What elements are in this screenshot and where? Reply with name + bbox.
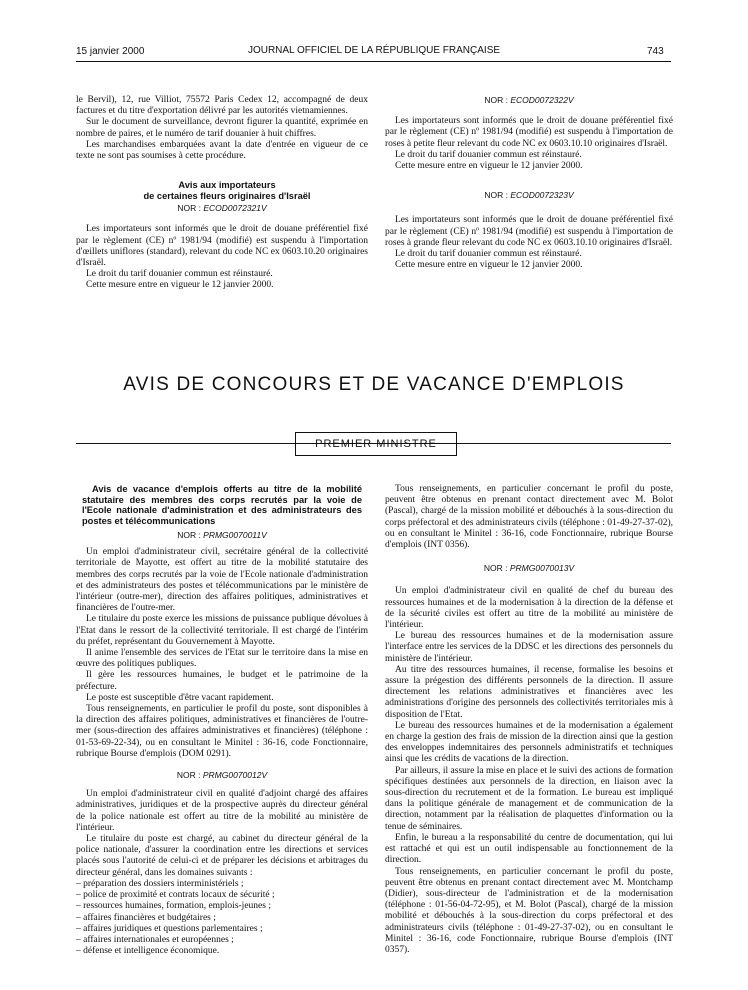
nor-reference: NOR : ECOD0072321V	[177, 203, 267, 214]
bottom-right-column	[385, 484, 673, 956]
list-item: – défense et intelligence économique.	[76, 946, 220, 957]
ministry-name: PREMIER MINISTRE	[315, 438, 437, 450]
header-rule	[76, 61, 671, 62]
paragraph: Le titulaire du poste exerce les missions de puissance publique dévolues à l'Etat dans le ressort de la collectivité territoriale. Il est chargé de l'intérim du préfet, représentant du Gouvernement à Mayotte.	[76, 614, 368, 647]
paragraph: Le bureau des ressources humaines et de la modernisation assure l'interface entre les services de la DDSC et les directions des personnels du ministère de l'intérieur.	[385, 631, 673, 664]
paragraph: Le droit du tarif douanier commun est réinstauré.	[86, 269, 273, 280]
paragraph: Cette mesure entre en vigueur le 12 janvier 2000.	[395, 161, 583, 172]
nor-code: ECOD0072321V	[203, 203, 267, 214]
nor-reference: NOR : ECOD0072323V	[484, 190, 574, 201]
journal-title: JOURNAL OFFICIEL DE LA RÉPUBLIQUE FRANÇAISE	[247, 45, 501, 56]
paragraph: Les importateurs sont informés que le droit de douane préférentiel fixé par le règlement (CE) nº 1981/94 (modifié) est suspendu à l'importation de roses à grande fleur relevant du code NC ex 0603.10.10 originaires d'Israël.	[385, 215, 673, 248]
paragraph: Un emploi d'administrateur civil en qualité d'adjoint chargé des affaires administratives, juridiques et de la prospective auprès du directeur général de la police nationale est offert au titre de la mobilité au ministère de l'intérieur.	[76, 789, 368, 833]
list-item: – ressources humaines, formation, emplois-jeunes ;	[76, 901, 271, 912]
list-item: – police de proximité et contrats locaux de sécurité ;	[76, 890, 275, 901]
paragraph: Il gère les ressources humaines, le budget et le patrimoine de la préfecture.	[76, 670, 368, 692]
nor-code: ECOD0072323V	[510, 190, 574, 201]
top-right-column	[385, 95, 673, 271]
paragraph: Le droit du tarif douanier commun est réinstauré.	[395, 249, 582, 260]
paragraph: Tous renseignements, en particulier le profil du poste, sont disponibles à la direction des affaires politiques, administratives et financières de l'outre-mer (sous-direction des affaires administratives et financières) (téléphone : 01-53-69-22-34), ou en consultant le Minitel : 36-16, code Fonctionnaire, rubrique Bourse d'emplois (DOM 0291).	[76, 704, 368, 759]
paragraph: Les marchandises embarquées avant la date d'entrée en vigueur de ce texte ne sont pas soumises à cette procédure.	[76, 139, 368, 162]
top-left-column	[76, 95, 368, 292]
avis-title-line-1: Avis aux importateurs	[178, 180, 276, 191]
paragraph: Tous renseignements, en particulier concernant le profil du poste, peuvent être obtenus en prenant contact directement avec M. Montchamp (Didier), sous-directeur de l'administration et de la modernisation (téléphone : 01-56-04-72-95), et M. Bolot (Pascal), chargé de la mission mobilité et débouchés à la sous-direction du corps préfectoral et des administrateurs civils (téléphone : 01-49-27-37-02), ou en consultant le Minitel : 36-16, code Fonctionnaire, rubrique Bourse d'emplois (INT 0357).	[385, 866, 673, 955]
paragraph: Au titre des ressources humaines, il recense, formalise les besoins et assure la prégestion des différents personnels de la direction. Il assure directement les relations administratives et financières avec les administrations d'origine des personnels des collectivités territoriales mis à disposition de l'Etat.	[385, 664, 673, 720]
section-title: AVIS DE CONCOURS ET DE VACANCE D'EMPLOIS	[123, 374, 625, 395]
paragraph: Par ailleurs, il assure la mise en place et le suivi des actions de formation spécifiques destinées aux personnels de la direction, en liaison avec la sous-direction du recrutement et de la formation. Le bureau est impliqué dans la politique générale de management et de communication de la direction, notamment par la réalisation de plaquettes d'information ou la tenue de séminaires.	[385, 765, 673, 832]
ministry-box	[295, 432, 457, 456]
paragraph: Les importateurs sont informés que le droit de douane préférentiel fixé par le règlement (CE) nº 1981/94 (modifié) est suspendu à l'importation d'œillets uniflores (standard), relevant du code NC ex 0603.10.20 originaires d'Israël.	[76, 224, 368, 269]
paragraph: Il anime l'ensemble des services de l'Etat sur le territoire dans la mise en œuvre des politiques publiques.	[76, 648, 368, 670]
page-number: 743	[647, 46, 664, 57]
paragraph: Enfin, le bureau a la responsabilité du centre de documentation, qui lui est rattaché et qui est un outil indispensable au fonctionnement de la direction.	[385, 832, 673, 866]
nor-code: PRMG0070011V	[203, 530, 267, 540]
bottom-left-column	[76, 484, 368, 957]
nor-reference: NOR : ECOD0072322V	[484, 95, 574, 105]
list-item: – affaires financières et budgétaires ;	[76, 912, 216, 923]
paragraph: Tous renseignements, en particulier concernant le profil du poste, peuvent être obtenus en prenant contact directement avec M. Bolot (Pascal), chargé de la mission mobilité et débouchés à la sous-direction du corps préfectoral et des administrateurs civils (téléphone : 01-49-27-37-02), ou en consultant le Minitel : 36-16, code Fonctionnaire, rubrique Bourse d'emplois (INT 0356).	[385, 484, 673, 551]
nor-code: PRMG0070012V	[202, 770, 268, 781]
paragraph: Cette mesure entre en vigueur le 12 janvier 2000.	[395, 260, 583, 271]
list-item: – affaires internationales et européennes ;	[76, 934, 234, 945]
nor-code: ECOD0072322V	[510, 95, 574, 105]
nor-code: PRMG0070013V	[509, 563, 575, 574]
paragraph: Le titulaire du poste est chargé, au cabinet du directeur général de la police nationale, d'assurer la coordination entre les directions et services placés sous l'autorité de celui-ci et de préparer les décisions et arbitrages du directeur général, dans les domaines suivants :	[76, 834, 368, 878]
paragraph: Un emploi d'administrateur civil en qualité de chef du bureau des ressources humaines et de la modernisation à la direction de la défense et de la sécurité civiles est offert au titre de la mobilité au ministère de l'intérieur.	[385, 586, 673, 631]
list-item: – affaires juridiques et questions parlementaires ;	[76, 923, 263, 934]
domains-list	[76, 879, 368, 957]
nor-reference: NOR : PRMG0070011V	[177, 530, 267, 540]
vacancy-notice-title: Avis de vacance d'emplois offerts au titre de la mobilité statutaire des membres des corps recrutés par la voie de l'Ecole nationale d'administration et des administrateurs des postes et télécommunications	[82, 484, 362, 526]
paragraph: le Bervil), 12, rue Villiot, 75572 Paris Cedex 12, accompagné de deux factures et du titre d'exportation délivré par les autorités vietnamiennes.	[76, 95, 368, 117]
nor-reference: NOR : PRMG0070012V	[176, 770, 268, 781]
avis-title-line-2: de certaines fleurs originaires d'Israël	[143, 190, 311, 201]
paragraph: Sur le document de surveillance, devront figurer la quantité, exprimée en nombre de paires, et le numéro de tarif douanier à huit chiffres.	[76, 117, 368, 139]
paragraph: Le droit du tarif douanier commun est réinstauré.	[395, 149, 582, 160]
paragraph: Le poste est susceptible d'être vacant rapidement.	[86, 692, 274, 703]
paragraph: Les importateurs sont informés que le droit de douane préférentiel fixé par le règlement (CE) nº 1981/94 (modifié) est suspendu à l'importation de roses à petite fleur relevant du code NC ex 0603.10.10 originaires d'Israël.	[385, 116, 673, 149]
paragraph: Cette mesure entre en vigueur le 12 janvier 2000.	[86, 280, 274, 291]
paragraph: Le bureau des ressources humaines et de la modernisation a également en charge la gestion des frais de mission de la direction ainsi que la gestion des enveloppes indemnitaires des personnels administratifs et techniques ainsi que les crédits de vacations de la direction.	[385, 720, 673, 765]
paragraph: Un emploi d'administrateur civil, secrétaire général de la collectivité territoriale de Mayotte, est offert au titre de la mobilité statutaire des membres des corps recrutés par la voie de l'Ecole nationale d'administration et des administrateurs des postes et télécommunications par le ministère de l'intérieur (outre-mer), direction des affaires politiques, administratives et financières de l'outre-mer.	[76, 547, 368, 614]
header-date: 15 janvier 2000	[76, 46, 145, 57]
list-item: – préparation des dossiers interministériels ;	[76, 878, 244, 889]
nor-reference: NOR : PRMG0070013V	[483, 563, 575, 574]
